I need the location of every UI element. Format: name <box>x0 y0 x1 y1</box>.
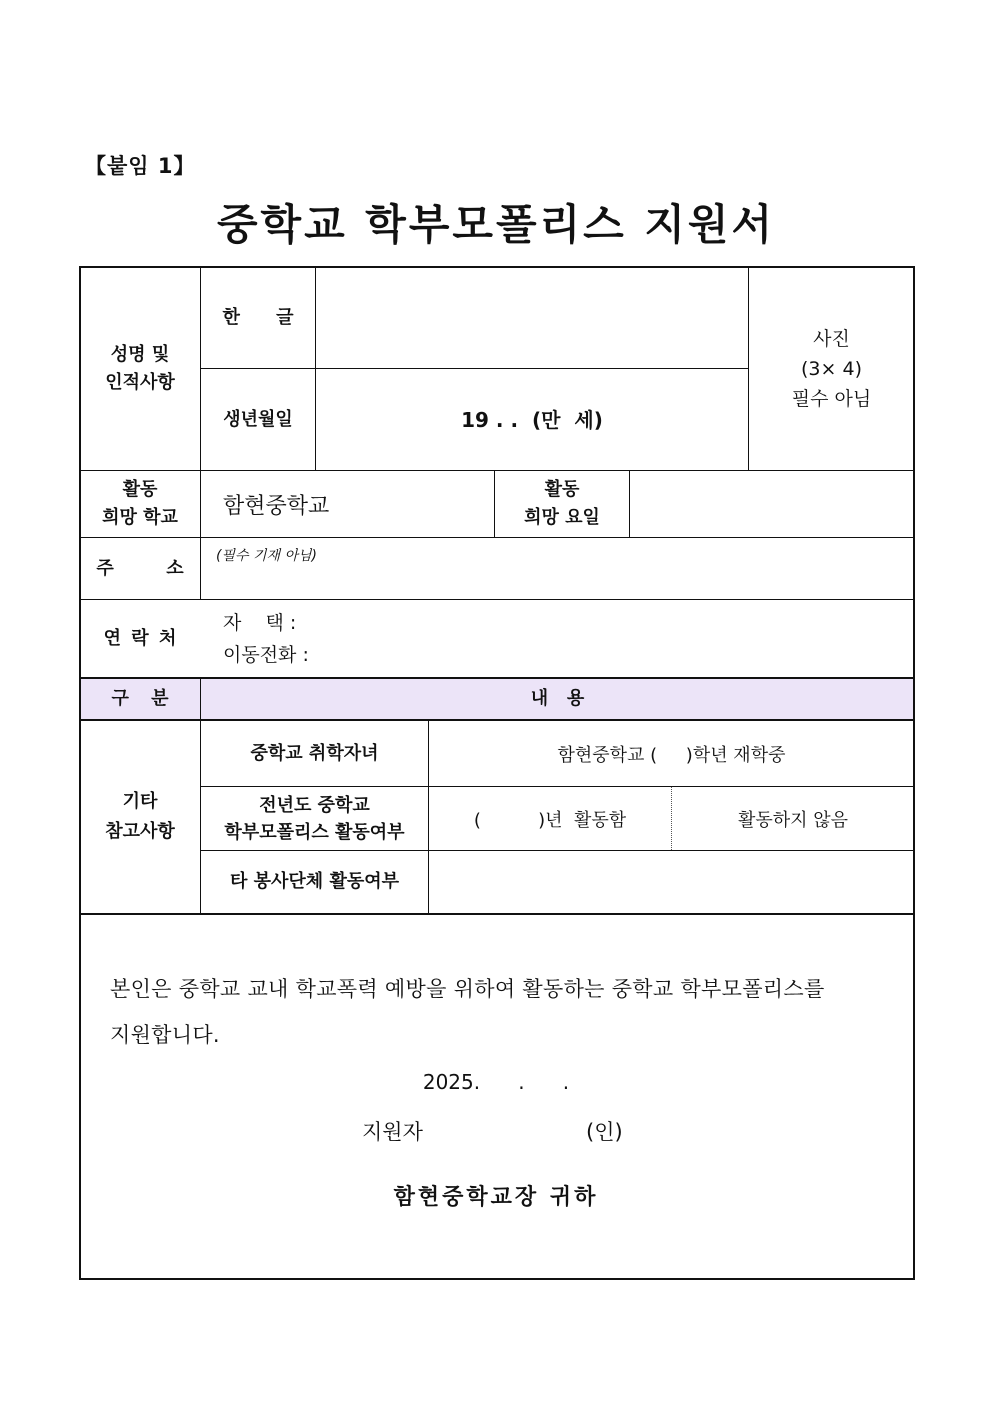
mobile-phone-label: 이동전화 : <box>223 643 309 666</box>
desired-day-label: 활동 희망 요일 <box>524 479 600 528</box>
enrolled-child-label: 중학교 취학자녀 <box>250 742 379 764</box>
category-header: 구 분 <box>111 688 169 709</box>
prev-year-inactive-option[interactable]: 활동하지 않음 <box>737 809 849 831</box>
enrolled-child-field[interactable]: 함현중학교 ( )학년 재학중 <box>557 744 786 766</box>
contact-label: 연 락 처 <box>103 627 177 649</box>
content-header: 내 용 <box>530 688 585 709</box>
hangul-name-label: 한 글 <box>222 306 294 328</box>
declaration-line-2: 지원합니다. <box>110 1023 220 1047</box>
prev-year-activity-label: 전년도 중학교 학부모폴리스 활동여부 <box>224 794 405 843</box>
address-field[interactable]: (필수 기재 아님) <box>216 548 317 564</box>
desired-school-label: 활동 희망 학교 <box>102 479 178 528</box>
declaration-line-1: 본인은 중학교 교내 학교폭력 예방을 위하여 활동하는 중학교 학부모폴리스를 <box>110 977 825 1001</box>
prev-year-active-option[interactable]: ( )년 활동함 <box>473 809 627 831</box>
seal-mark[interactable]: (인) <box>586 1120 623 1144</box>
birth-date-field[interactable]: 19 . . (만 세) <box>461 407 603 432</box>
desired-day-field[interactable] <box>630 471 914 537</box>
address-label: 주 소 <box>96 557 184 579</box>
applicant-label: 지원자 <box>362 1120 423 1144</box>
recipient-line: 함현중학교장 귀하 <box>393 1185 599 1210</box>
home-phone-label: 자 택 : <box>223 611 297 634</box>
desired-school-field[interactable]: 함현중학교 <box>223 493 330 519</box>
etc-notes-label: 기타 참고사항 <box>105 791 175 842</box>
page-title: 중학교 학부모폴리스 지원서 <box>216 200 776 249</box>
other-volunteer-field[interactable] <box>429 851 914 913</box>
application-date[interactable]: 2025. . . <box>422 1070 570 1094</box>
other-volunteer-label: 타 봉사단체 활동여부 <box>229 871 400 892</box>
declaration-text <box>110 966 900 1058</box>
attachment-label: 【붙임 1】 <box>85 154 196 178</box>
hangul-name-field[interactable] <box>316 267 748 368</box>
contact-field[interactable] <box>201 600 914 677</box>
name-section-label: 성명 및 인적사항 <box>105 343 175 393</box>
birth-date-label: 생년월일 <box>223 408 293 430</box>
photo-placeholder[interactable]: 사진 (3× 4) 필수 아님 <box>791 327 872 410</box>
